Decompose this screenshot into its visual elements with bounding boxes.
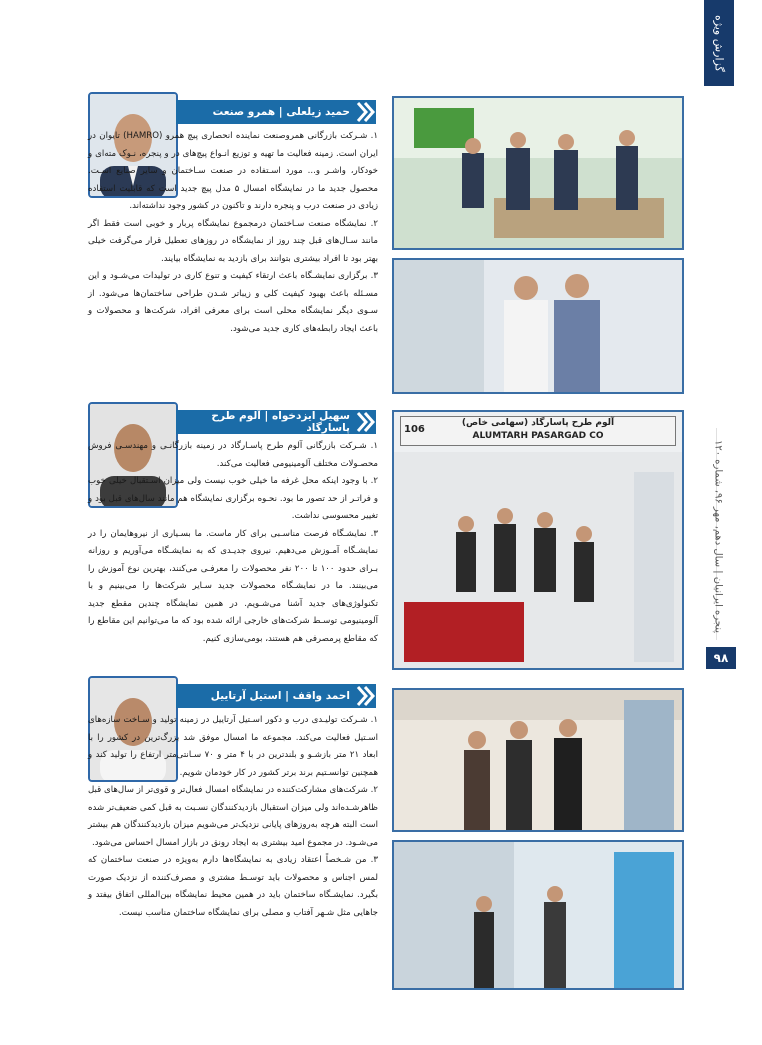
chevron-icon	[354, 100, 378, 124]
interview-text-2	[88, 438, 378, 648]
paragraph: ۱. شـرکت بازرگانی همروصنعت نماینده انحصاری پیچ همرو (HAMRO) تایوان در ایران است. زمینه فعالیت ما تهیه و توزیع انـواع پیچ‌های در و پنجره، نـوک مته‌ای و خودکار، واشـر و... مورد اسـتفاده در صنعت سـاختمان و سایر صنایع اسـت. محصول جدید ما در نمایشگاه امسال ۵ مدل پیچ جدید است که قابلیت استفاده زیادی در صنعت درب و پنجره دارند و تاکنون در کشور وجود نداشته‌اند.	[88, 131, 379, 211]
paragraph: ۳. من شـخصاً اعتقاد زیادی به نمایشگاه‌ها دارم به‌ویژه در صنعت ساختمان که لمس اجناس و محصولات باید توسـط مشتری و مصرف‌کننده از نزدیک صورت بگیرد. نمایشـگاه ساختمان باید در همین محیط نمایشگاه بین‌المللی اتفاق بیفتد و جاهایی مثل شـهر آفتاب و مصلی برای نمایشگاه ساختمان مناسب نیست.	[88, 855, 378, 918]
paragraph: ۲. شرکت‌های مشارکت‌کننده در نمایشگاه امسال فعال‌تر و قوی‌تر از سال‌های قبل ظاهرشـده‌اند ولی میزان استقبال بازدیدکنندگان نسـبت به قبل کمی ضعیف‌تر شده است البته هرچه به‌روزهای پایانی نزدیک‌تر می‌شویم میزان بازدیدکنندگان هم بیشتر می‌شـود. در مجموع امید بیشتری به ایجاد رونق در بازار امسال احساس می‌شود.	[88, 785, 378, 848]
chevron-icon	[354, 410, 378, 434]
paragraph: ۲. نمایشگاه صنعت سـاختمان درمجموع نمایشگاه پربار و خوبی است فقط اگر مانند سـال‌های قبل چند روز از نمایشگاه در روزهای تعطیل قرار می‌گرفت خیلی بهتر بود تا افراد بیشتری بتوانند برای بازدید به نمایشگاه بیایند.	[88, 218, 378, 264]
interview-text-1	[88, 128, 378, 338]
chevron-icon	[354, 684, 378, 708]
booth-sign-fa: آلوم طرح پاسارگاد (سهامی خاص)	[461, 418, 615, 428]
name-bar	[176, 410, 376, 434]
name-bar	[176, 684, 376, 708]
booth-image	[394, 842, 682, 988]
section-tab	[704, 0, 734, 86]
booth-sign-en: ALUMTARH PASARGAD CO	[472, 431, 604, 441]
booth-image	[394, 260, 682, 392]
name-label: حمید زیلعلی | همرو صنعت	[212, 106, 350, 118]
booth-photo-3	[392, 410, 684, 670]
paragraph: ۲. با وجود اینکه محل غرفه ما خیلی خوب نیست ولی میزان اسـتقبال خیلی خوب و فراتـر از حد تصور ما بود. نحـوه برگزاری نمایشگاه هم مانند سال‌های قبل بود و تغییر محسوسی نداشت.	[88, 476, 378, 521]
name-label: سهیل ایزدخواه | آلوم طرح پاسارگاد	[211, 410, 350, 434]
name-label: احمد واقف | استیل آرتاییل	[210, 690, 350, 702]
name-bar	[176, 100, 376, 124]
paragraph: ۳. برگزاری نمایشـگاه باعث ارتقاء کیفیت و تنوع کاری در تولیدات می‌شـود و این مسـئله باعث بهبود کیفیت کلی و زیباتر شـدن طراحی ساختمان‌ها می‌شود. از سـوی دیگر نمایشگاه محلی است برای معرفی افراد، شرکت‌ها و محصولات و باعث ایجاد رابطه‌های کاری جدید می‌شود.	[88, 271, 378, 334]
paragraph: ۱. شـرکت بازرگانی آلوم طرح پاسـارگاد در زمینه بازرگانـی و مهندسـی فروش محصـولات مختلف آلومینیومی فعالیت می‌کند.	[88, 441, 378, 469]
issue-line: پنجره ایرانیان | سال دهم، مهر ۹۶، شماره ۱۲۰	[712, 440, 724, 634]
page-number: ۹۸	[706, 647, 736, 669]
booth-photo-5	[392, 840, 684, 990]
interview-text-3	[88, 712, 378, 922]
booth-photo-2	[392, 258, 684, 394]
booth-image	[394, 412, 682, 668]
booth-photo-4	[392, 688, 684, 832]
booth-image	[394, 98, 682, 248]
paragraph: ۳. نمایشـگاه فرصت مناسـبی برای کار ماست. ما بسـیاری از نیروهایمان را در نمایشـگاه آمـوزش می‌دهیم. نیروی جدیـدی که به نمایشـگاه می‌آوریم و روزانه بـرای حدود ۱۰۰ تا ۲۰۰ نفر محصولات را معرفـی می‌کنند، بهترین نوع آموزش را می‌بینند. ما در نمایشـگاه محصولات جدید سـایر شرکت‌ها را می‌بینیم و با تکنولوژی‌های جدید آشنا می‌شـویم. در همین نمایشگاه چندین مقطع جدید آلومینیومی توسـط شرکت‌های خارجی ارائه شده بود که ما می‌توانیم این مقاطع را که مقاطع پرمصرفی هم هستند، بومی‌سازی کنیم.	[88, 528, 379, 644]
booth-image	[394, 690, 682, 830]
booth-photo-1	[392, 96, 684, 250]
booth-sign	[400, 416, 676, 446]
paragraph: ۱. شـرکت تولیـدی درب و دکور اسـتیل آرتاییل در زمینه تولید و سـاخت سازه‌های اسـتیل فعالیت می‌کند. مجموعه ما امسال موفق شد بزرگ‌ترین در کشور را با ابعاد ۲۱ متر بازشـو و بلندترین در با ۴ متر و ۷۰ سـانتی‌متر ارتفاع را تولید کند و همچنین توانسـتیم برند برتر کشور در کار خودمان شویم.	[88, 715, 378, 778]
booth-number: 106	[404, 424, 425, 435]
section-tab-label: گزارش ویژه	[712, 14, 726, 72]
